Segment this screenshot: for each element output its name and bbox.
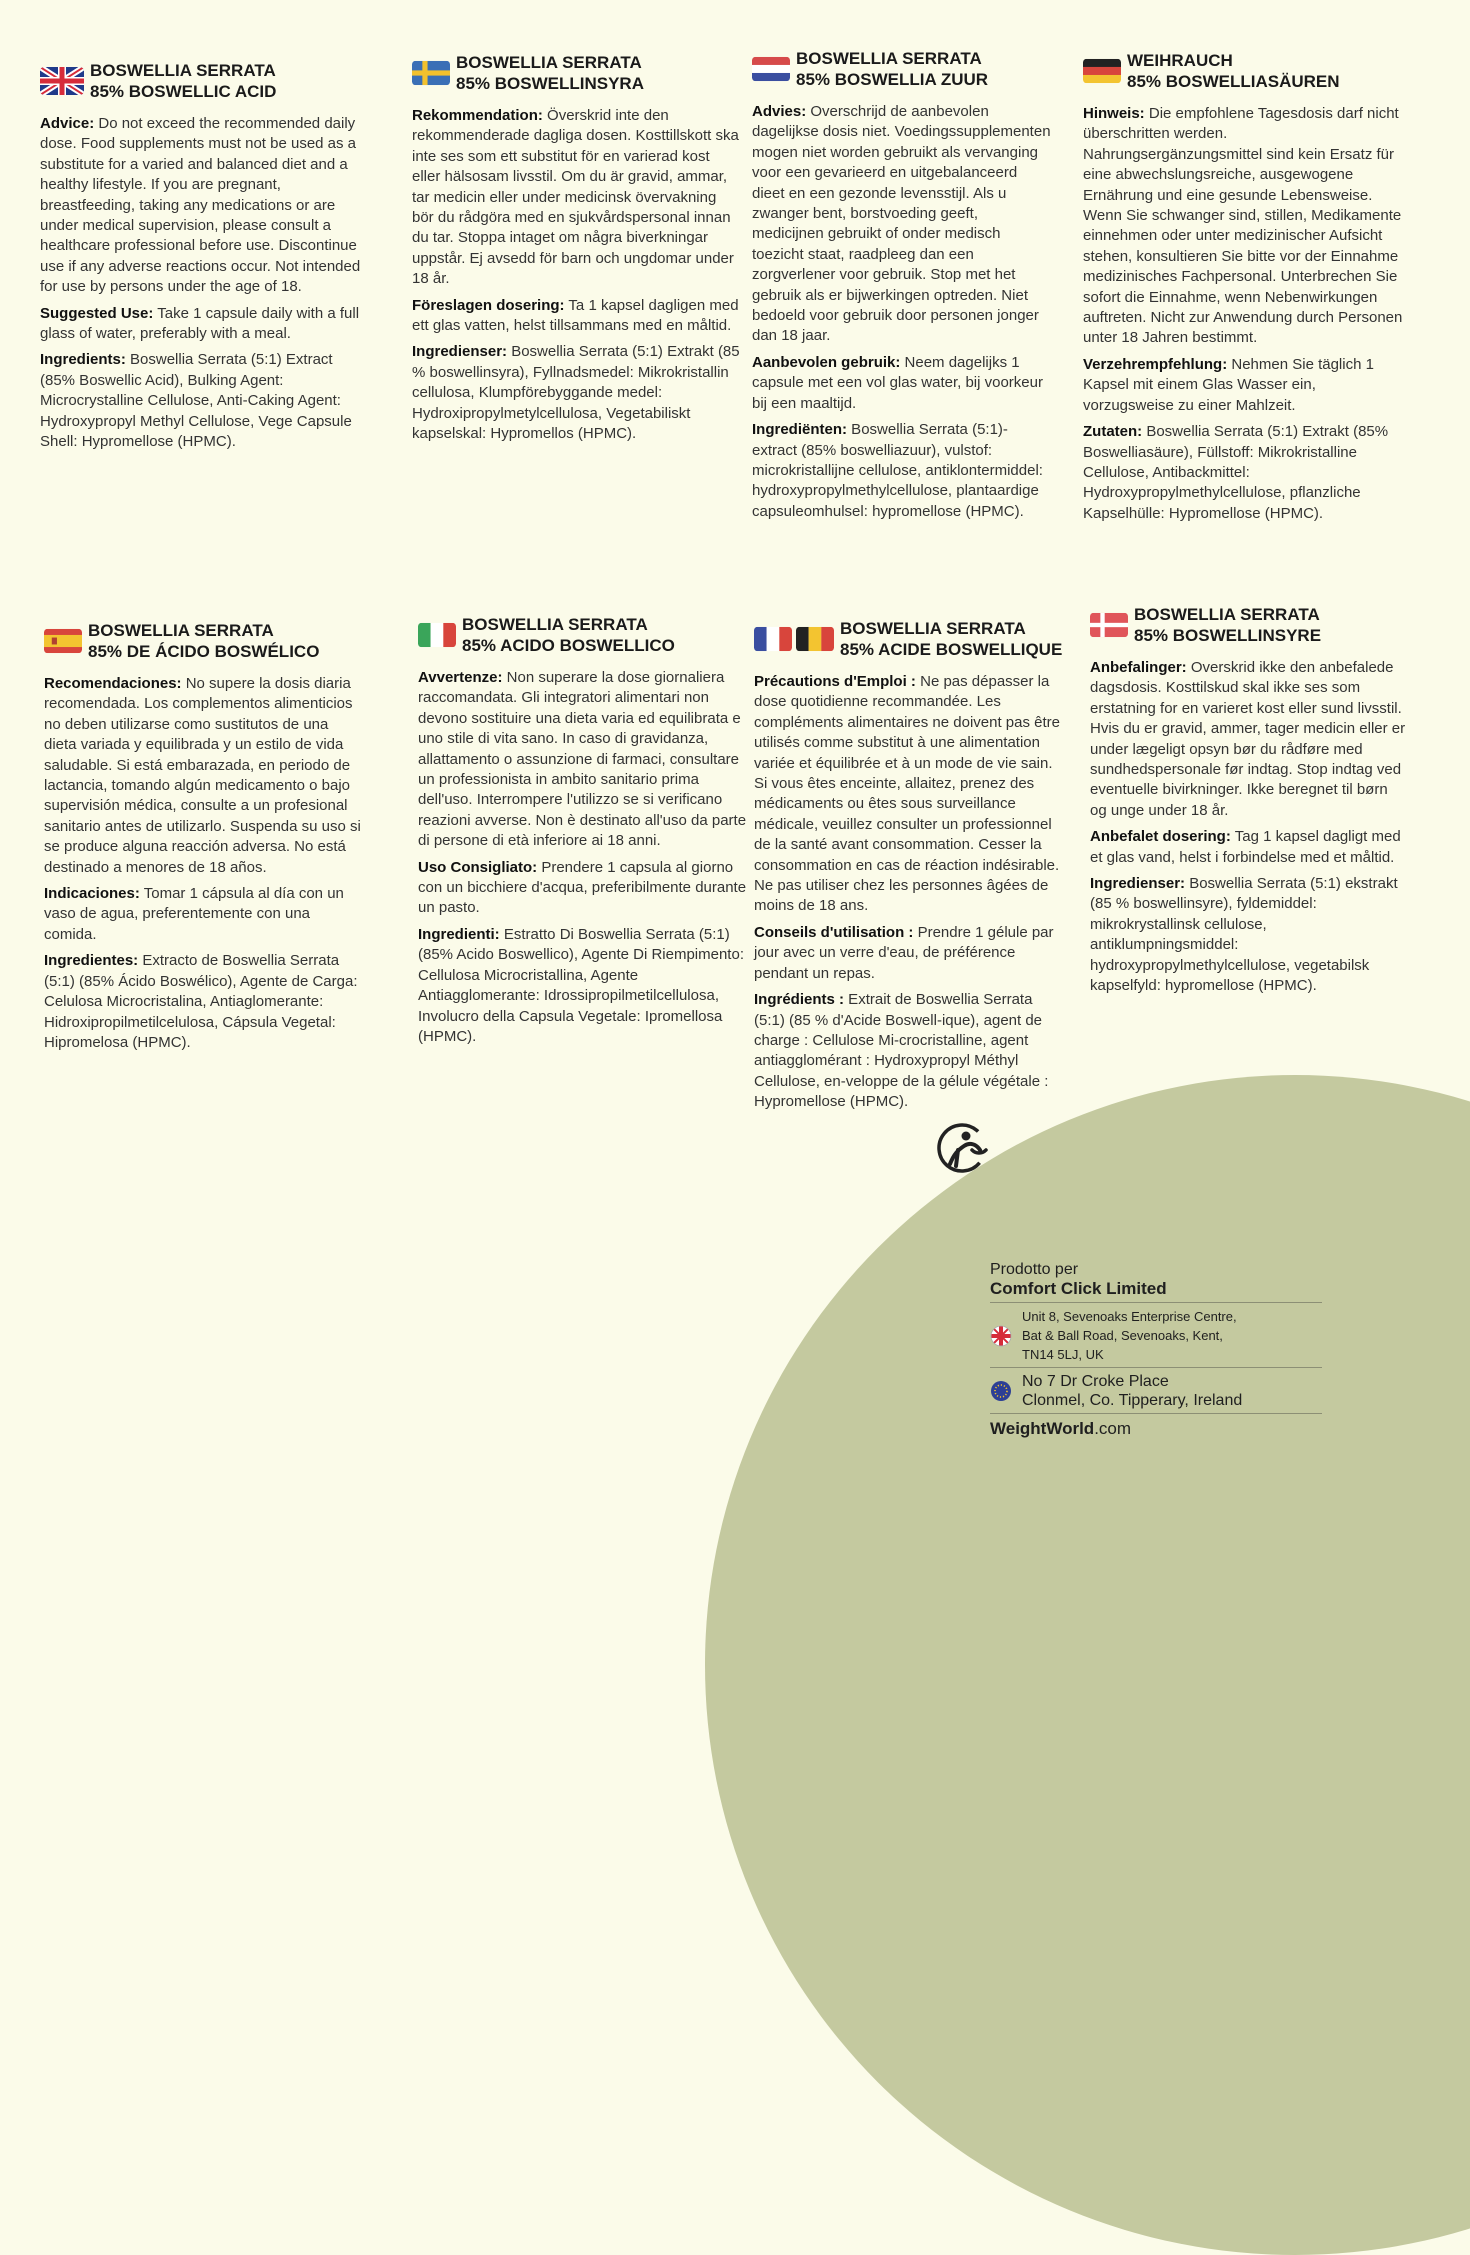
panel-dutch <box>752 48 1052 528</box>
panel-header <box>44 620 364 662</box>
panel-title: BOSWELLIA SERRATA 85% ACIDE BOSWELLIQUE <box>840 619 1063 659</box>
spain-flag-icon <box>44 628 82 654</box>
germany-flag-icon <box>1083 58 1121 84</box>
company-name: Comfort Click Limited <box>990 1279 1167 1298</box>
uk-flag-icon <box>40 67 84 95</box>
ingredients-section: Ingredienti: Estratto Di Boswellia Serrata (5:1) (85% Acido Boswellico), Agente Di Riempimento: Cellulosa Microcristallina, Agente Antiagglomerante: Idrossipropilmetilcellulosa, Involucro della Capsula Vegetale: Ipromellosa (HPMC). <box>418 925 744 1045</box>
ingredients-section: Ingredienser: Boswellia Serrata (5:1) ekstrakt (85 % boswellinsyre), fyldemiddel: mikrokrystallinsk cellulose, antiklumpningsmiddel: hydroxypropylmethylcellulose, vegetabilsk kapselfyld: hypromellose (HPMC). <box>1090 875 1398 995</box>
eu-circle-flag-icon <box>990 1380 1012 1402</box>
suggested-use-section: Föreslagen dosering: Ta 1 kapsel dagligen med ett glas vatten, helst tillsammans med en måltid. <box>412 296 739 335</box>
divider <box>990 1413 1322 1414</box>
panel-header <box>752 48 1052 90</box>
denmark-flag-icon <box>1090 612 1128 638</box>
ingredients-section: Ingredienser: Boswellia Serrata (5:1) Extrakt (85 % boswellinsyra), Fyllnadsmedel: Mikrokristallin cellulosa, Klumpförebyggande medel: Hydroxipropylmetylcellulosa, Vegetabiliskt kapselskal: Hypromellos (HPMC). <box>412 343 740 443</box>
panel-header <box>40 60 370 102</box>
uk-circle-flag-icon <box>990 1325 1012 1347</box>
divider <box>990 1302 1322 1303</box>
panel-header <box>1090 604 1406 646</box>
advice-section: Advice: Do not exceed the recommended daily dose. Food supplements must not be used as a substitute for a varied and balanced diet and a healthy lifestyle. If you are pregnant, breastfeeding, taking any medications or are under medical supervision, please consult a healthcare professional before use. Discontinue use if any adverse reactions occur. Not intended for use by persons under the age of 18. <box>40 115 361 296</box>
panel-french <box>754 618 1066 1119</box>
advice-section: Advies: Overschrijd de aanbevolen dagelijkse dosis niet. Voedingssupplementen mogen niet worden gebruikt als vervanging voor een gevarieerd en uitgebalanceerd dieet en een gezonde levensstijl. Als u zwanger bent, borstvoeding geeft, medicijnen gebruikt of onder medisch toezicht staat, raadpleeg dan een zorgverlener voor gebruik. Stop met het gebruik als er bijwerkingen optreden. Niet bedoeld voor gebruik door personen jonger dan 18 jaar. <box>752 103 1051 345</box>
ingredients-section: Ingrediënten: Boswellia Serrata (5:1)-extract (85% boswelliazuur), vulstof: microkristallijne cellulose, antiklontermiddel: hydroxypropylmethylcellulose, plantaardige capsuleomhulsel: hypromellose (HPMC). <box>752 421 1043 520</box>
italy-flag-icon <box>418 622 456 648</box>
ingredients-section: Zutaten: Boswellia Serrata (5:1) Extrakt (85% Boswelliasäure), Füllstoff: Mikrokristalline Cellulose, Antibackmittel: Hydroxypropylmethylcellulose, pflanzliche Kapselhülle: Hypromellose (HPMC). <box>1083 423 1389 522</box>
advice-section: Précautions d'Emploi : Ne pas dépasser la dose quotidienne recommandée. Les compléments alimentaires ne doivent pas être utilisés comme substitut à une alimentation variée et équilibrée et à un mode de vie sain. Si vous êtes enceinte, allaitez, prenez des médicaments ou êtes sous surveillance médicale, veuillez consulter un professionnel de la santé avant consommation. Cesser la consommation en cas de réaction indésirable. Ne pas utiliser chez les personnes âgées de moins de 18 ans. <box>754 673 1060 915</box>
panel-spanish <box>44 620 364 1059</box>
uk-address-line: TN14 5LJ, UK <box>1022 1347 1104 1362</box>
uk-address <box>990 1307 1322 1364</box>
website-link[interactable]: WeightWorld.com <box>990 1419 1132 1438</box>
suggested-use-section: Anbefalet dosering: Tag 1 kapsel dagligt med et glas vand, helst i forbindelse med et måltid. <box>1090 828 1401 866</box>
manufacturer-footer <box>990 1260 1322 1440</box>
eu-address-line: Clonmel, Co. Tipperary, Ireland <box>1022 1392 1243 1409</box>
panel-header <box>754 618 1066 660</box>
panel-english <box>40 60 370 459</box>
suggested-use-section: Uso Consigliato: Prendere 1 capsula al giorno con un bicchiere d'acqua, preferibilmente durante un pasto. <box>418 858 747 917</box>
brand-logo-icon <box>936 1120 992 1176</box>
advice-section: Anbefalinger: Overskrid ikke den anbefalede dagsdosis. Kosttilskud skal ikke ses som erstatning for en varieret kost eller sund livsstil. Hvis du er gravid, ammer, tager medicin eller er under lægeligt opsyn bør du rådføre med sundhedspersonale før indtag. Stop indtag ved eventuelle bivirkninger. Ikke beregnet til børn og unge under 18 år. <box>1090 659 1406 819</box>
advice-section: Recomendaciones: No supere la dosis diaria recomendada. Los complementos alimenticios no deben utilizarse como sustitutos de una dieta variada y equilibrada y un estilo de vida saludable. Si está embarazada, en periodo de lactancia, tomando algún medicamento o bajo supervisión médica, consulte a un profesional sanitario antes de utilizarlo. Suspenda su uso si se produce alguna reacción adversa. No está destinado a menores de 18 años. <box>44 675 361 876</box>
panel-italian <box>418 614 748 1053</box>
eu-address-line: No 7 Dr Croke Place <box>1022 1373 1169 1390</box>
suggested-use-section: Conseils d'utilisation : Prendre 1 gélule par jour avec un verre d'eau, de préférence pendant un repas. <box>754 923 1054 982</box>
panel-header <box>412 52 742 94</box>
panel-header <box>418 614 748 656</box>
uk-address-line: Bat & Ball Road, Sevenoaks, Kent, <box>1022 1328 1223 1343</box>
advice-section: Rekommendation: Överskrid inte den rekommenderade dagliga dosen. Kosttillskott ska inte ses som ett substitut för en varierad kost eller hälsosam livsstil. Om du är gravid, ammar, tar medicin eller under medicinsk övervakning bör du rådgöra med en sjukvårdspersonal innan du tar. Stoppa intaget om några biverkningar uppstår. Ej avsedd för barn och ungdomar under 18 år. <box>412 107 739 288</box>
suggested-use-section: Aanbevolen gebruik: Neem dagelijks 1 capsule met een vol glas water, bij voorkeur bij een maaltijd. <box>752 353 1043 412</box>
uk-address-line: Unit 8, Sevenoaks Enterprise Centre, <box>1022 1309 1237 1324</box>
panel-swedish <box>412 52 742 451</box>
panel-title: WEIHRAUCH 85% BOSWELLIASÄUREN <box>1127 51 1340 91</box>
panel-header <box>1083 50 1409 92</box>
france-flag-icon <box>754 626 792 652</box>
panel-title: BOSWELLIA SERRATA 85% BOSWELLINSYRA <box>456 53 644 93</box>
ingredients-section: Ingredientes: Extracto de Boswellia Serrata (5:1) (85% Ácido Boswélico), Agente de Carga: Celulosa Microcristalina, Antiaglomerante: Hidroxipropilmetilcelulosa, Cápsula Vegetal: Hipromelosa (HPMC). <box>44 952 358 1051</box>
panel-title: BOSWELLIA SERRATA 85% BOSWELLIA ZUUR <box>796 49 989 89</box>
eu-address <box>990 1372 1322 1410</box>
panel-title: BOSWELLIA SERRATA 85% DE ÁCIDO BOSWÉLICO <box>88 621 320 661</box>
panel-title: BOSWELLIA SERRATA 85% BOSWELLIC ACID <box>90 61 277 101</box>
panel-danish <box>1090 604 1406 1003</box>
decorative-circle <box>705 1075 1470 2255</box>
panel-title: BOSWELLIA SERRATA 85% BOSWELLINSYRE <box>1134 605 1322 645</box>
netherlands-flag-icon <box>752 56 790 82</box>
divider <box>990 1367 1322 1368</box>
advice-section: Hinweis: Die empfohlene Tagesdosis darf nicht überschritten werden. Nahrungsergänzungsmittel sind kein Ersatz für eine abwechslungsreiche, ausgewogene Ernährung und eine gesunde Lebensweise. Wenn Sie schwanger sind, stillen, Medikamente einnehmen oder unter medizinischer Aufsicht stehen, konsultieren Sie bitte vor der Einnahme medizinisches Fachpersonal. Unterbrechen Sie sofort die Einnahme, wenn Nebenwirkungen auftreten. Nicht zur Anwendung durch Personen unter 18 Jahren bestimmt. <box>1083 105 1403 347</box>
panel-title: BOSWELLIA SERRATA 85% ACIDO BOSWELLICO <box>462 615 675 655</box>
ingredients-section: Ingrédients : Extrait de Boswellia Serrata (5:1) (85 % d'Acide Boswell-ique), agent de charge : Cellulose Mi-crocristalline, agent antiagglomérant : Hydroxypropyl Méthyl Cellulose, en-veloppe de la gélule végétale : Hypromellose (HPMC). <box>754 991 1049 1111</box>
suggested-use-section: Indicaciones: Tomar 1 cápsula al día con un vaso de agua, preferentemente con una comida. <box>44 885 344 943</box>
belgium-flag-icon <box>796 626 834 652</box>
panel-german <box>1083 50 1409 530</box>
suggested-use-section: Verzehrempfehlung: Nehmen Sie täglich 1 Kapsel mit einem Glas Wasser ein, vorzugsweise zu einer Mahlzeit. <box>1083 355 1374 414</box>
suggested-use-section: Suggested Use: Take 1 capsule daily with a full glass of water, preferably with a meal. <box>40 304 360 343</box>
sweden-flag-icon <box>412 60 450 86</box>
advice-section: Avvertenze: Non superare la dose giornaliera raccomandata. Gli integratori alimentari non devono sostituire una dieta varia ed equilibrata e uno stile di vita sano. In caso di gravidanza, allattamento o assunzione di farmaci, consultare un professionista in ambito sanitario prima dell'uso. Interrompere l'utilizzo se si verificano reazioni avverse. Non è destinato all'uso da parte di persone di età inferiore ai 18 anni. <box>418 669 747 850</box>
produced-for-label: Prodotto per <box>990 1261 1079 1278</box>
ingredients-section: Ingredients: Boswellia Serrata (5:1) Extract (85% Boswellic Acid), Bulking Agent: Microcrystalline Cellulose, Anti-Caking Agent: Hydroxypropyl Methyl Cellulose, Vege Capsule Shell: Hypromellose (HPMC). <box>40 351 352 451</box>
